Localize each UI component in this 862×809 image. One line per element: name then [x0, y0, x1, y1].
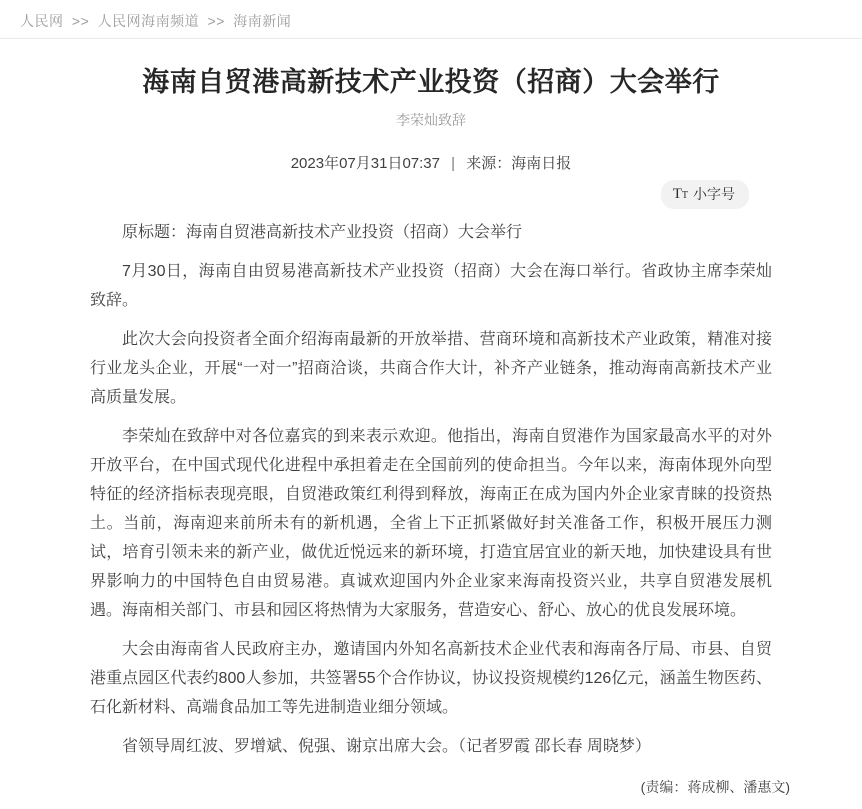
paragraph: 省领导周红波、罗增斌、倪强、谢京出席大会。（记者罗霞 邵长春 周晓梦）: [122, 738, 651, 755]
original-title: [90, 218, 772, 247]
header-divider: [0, 38, 862, 39]
font-size-button-label: 小字号: [693, 186, 735, 202]
article-container: [90, 65, 772, 761]
original-title-label: 原标题：: [122, 224, 187, 241]
breadcrumb-link-hainan-channel[interactable]: 人民网海南频道: [97, 13, 200, 29]
source-label: 来源：: [466, 155, 512, 172]
paragraph: 李荣灿在致辞中对各位嘉宾的到来表示欢迎。他指出，海南自贸港作为国家最高水平的对外开放平台，在中国式现代化进程中承担着走在全国前列的使命担当。今年以来，海南体现外向型特征的经济指标表现亮眼，自贸港政策红利得到释放，海南正在成为国内外企业家青睐的投资热土。当前，海南迎来前所未有的新机遇，全省上下正抓紧做好封关准备工作，积极开展压力测试，培育引领未来的新产业，做优近悦远来的新环境，打造宜居宜业的新天地，加快建设具有世界影响力的中国特色自由贸易港。真诚欢迎国内外企业家来海南投资兴业，共享自贸港发展机遇。海南相关部门、市县和园区将热情为大家服务，营造安心、舒心、放心的优良发展环境。: [90, 428, 772, 619]
publish-datetime: 2023年07月31日07:37: [290, 155, 440, 172]
article-body: [90, 218, 772, 761]
page-title: 海南自贸港高新技术产业投资（招商）大会举行: [142, 67, 720, 97]
font-size-icon: TT: [672, 185, 688, 202]
article-toolbar: [90, 180, 772, 206]
article-meta: [90, 152, 772, 173]
breadcrumb-link-renminwang[interactable]: 人民网: [20, 13, 64, 29]
font-size-button[interactable]: [661, 180, 749, 209]
original-title-text: 海南自贸港高新技术产业投资（招商）大会举行: [186, 224, 523, 241]
source-link[interactable]: 海南日报: [511, 155, 572, 172]
article-subtitle: 李荣灿致辞: [396, 112, 466, 128]
breadcrumb-separator: >>: [207, 13, 225, 29]
breadcrumb: [0, 0, 862, 38]
editor-credit: (责编：蒋成柳、潘惠文): [640, 779, 790, 795]
paragraph: 大会由海南省人民政府主办，邀请国内外知名高新技术企业代表和海南各厅局、市县、自贸港重点园区代表约800人参加，共签署55个合作协议，协议投资规模约126亿元，涵盖生物医药、石化新材料、高端食品加工等先进制造业细分领域。: [90, 641, 772, 716]
breadcrumb-separator: >>: [71, 13, 90, 29]
meta-separator: |: [451, 155, 456, 172]
paragraph: 7月30日，海南自由贸易港高新技术产业投资（招商）大会在海口举行。省政协主席李荣灿致辞。: [90, 263, 772, 309]
paragraph: 此次大会向投资者全面介绍海南最新的开放举措、营商环境和高新技术产业政策，精准对接行业龙头企业，开展“一对一”招商洽谈，共商合作大计，补齐产业链条，推动海南高新技术产业高质量发展。: [90, 331, 772, 406]
breadcrumb-link-hainan-news[interactable]: 海南新闻: [233, 13, 292, 29]
